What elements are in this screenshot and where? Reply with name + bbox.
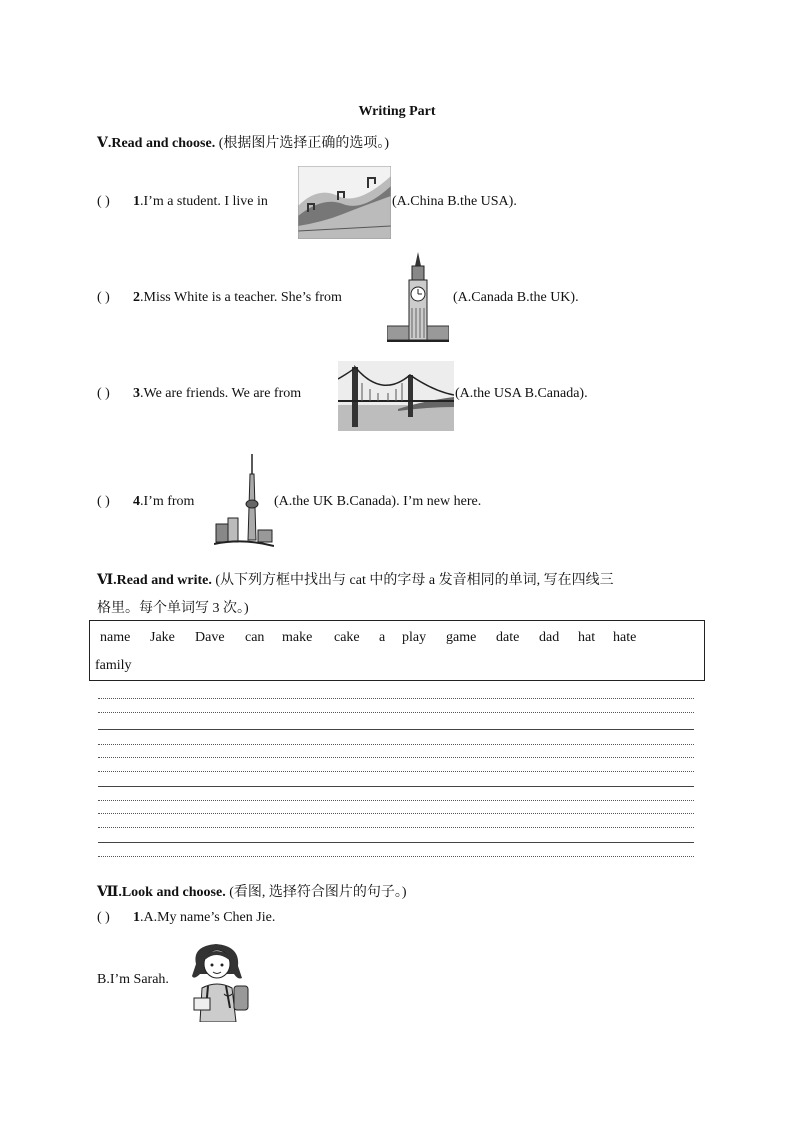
question-7-1 [97, 910, 275, 926]
answer-paren[interactable]: ( ) [97, 290, 110, 305]
big-ben-image [387, 252, 449, 343]
golden-gate-bridge-image [338, 361, 454, 431]
question-5-4 [97, 494, 194, 510]
word: hat [578, 630, 596, 645]
option-a: .A.My name’s Chen Jie. [140, 910, 276, 925]
question-number: 4 [133, 494, 140, 509]
question-5-3 [97, 386, 301, 402]
question-options: (A.the UK B.Canada). I’m new here. [274, 494, 482, 509]
word: a [379, 630, 386, 645]
word: family [95, 658, 132, 673]
word-box [89, 620, 705, 681]
question-number: 1 [133, 194, 140, 209]
section-5-instruction: (根据图片选择正确的选项。) [218, 136, 390, 151]
question-options: (A.Canada B.the UK). [453, 290, 579, 305]
answer-paren[interactable]: ( ) [97, 194, 110, 209]
word: make [282, 630, 313, 645]
word: date [496, 630, 520, 645]
section-5-header [97, 132, 389, 152]
page-title: Writing Part [358, 104, 436, 119]
word: name [100, 630, 131, 645]
section-6-instruction-line2: 格里。每个单词写 3 次。) [97, 601, 249, 616]
great-wall-image [298, 166, 391, 239]
word: hate [613, 630, 637, 645]
answer-paren[interactable]: ( ) [97, 494, 110, 509]
section-7-heading: Ⅶ.Look and choose. [97, 885, 226, 900]
section-6-header [97, 569, 614, 589]
question-text: .I’m a student. I live in [140, 194, 268, 209]
question-text: .I’m from [140, 494, 195, 509]
option-b: B.I’m Sarah. [97, 972, 169, 987]
section-5-heading: Ⅴ.Read and choose. [97, 136, 216, 151]
question-options: (A.the USA B.Canada). [455, 386, 588, 401]
word: Jake [150, 630, 175, 645]
section-6-heading: Ⅵ.Read and write. [97, 573, 212, 588]
word: game [446, 630, 477, 645]
answer-paren[interactable]: ( ) [97, 910, 110, 925]
question-text: .We are friends. We are from [140, 386, 302, 401]
section-6-instruction: (从下列方框中找出与 cat 中的字母 a 发音相同的单词, 写在四线三 [215, 573, 614, 588]
question-number: 1 [133, 910, 140, 925]
question-5-2 [97, 290, 342, 306]
question-options: (A.China B.the USA). [392, 194, 517, 209]
word: cake [334, 630, 360, 645]
answer-paren[interactable]: ( ) [97, 386, 110, 401]
question-number: 3 [133, 386, 140, 401]
cn-tower-image [214, 454, 274, 549]
girl-with-backpack-image [186, 938, 252, 1022]
section-7-header [97, 881, 407, 901]
word: play [402, 630, 427, 645]
section-7-instruction: (看图, 选择符合图片的句子。) [229, 885, 407, 900]
question-text: .Miss White is a teacher. She’s from [140, 290, 342, 305]
word: can [245, 630, 265, 645]
word: Dave [195, 630, 225, 645]
question-number: 2 [133, 290, 140, 305]
question-5-1 [97, 194, 268, 210]
word: dad [539, 630, 560, 645]
